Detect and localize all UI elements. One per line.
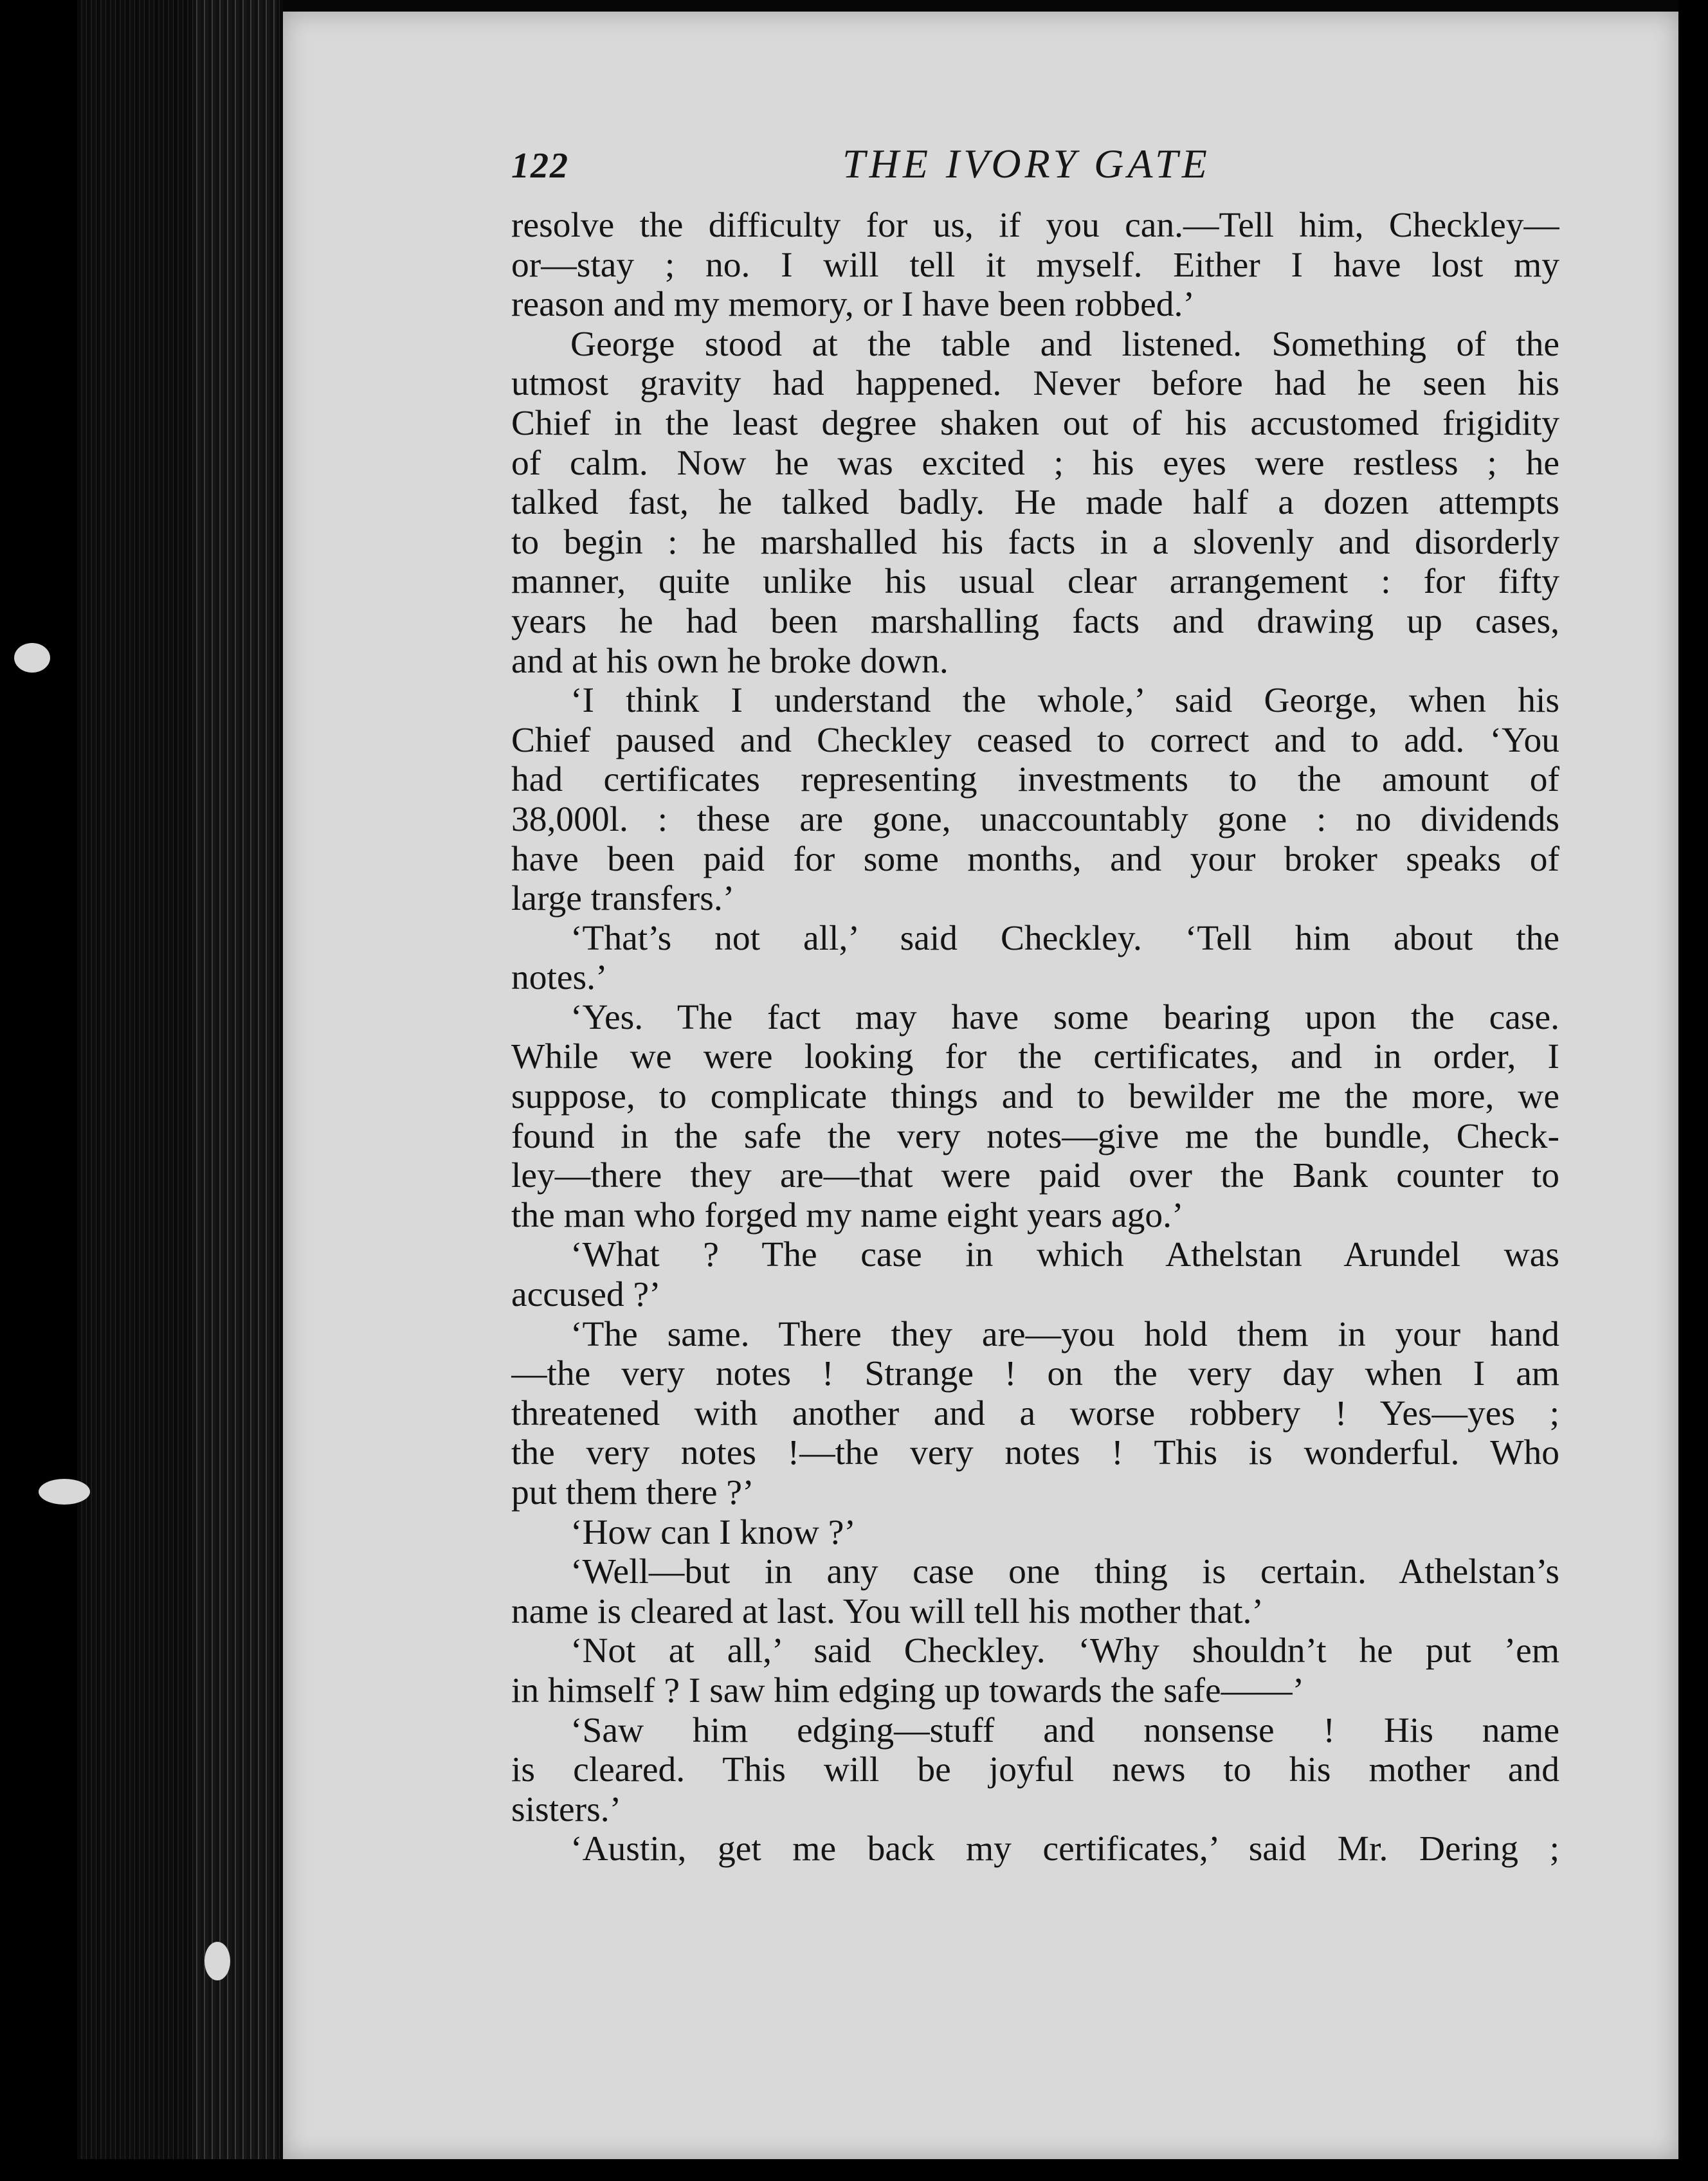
text-line: ‘Not at all,’ said Checkley. ‘Why shouldn’t he put ’em (570, 1631, 1559, 1671)
text-line: ‘The same. There they are—you hold them in your hand (570, 1314, 1559, 1354)
text-line: of calm. Now he was excited ; his eyes were restless ; he (511, 443, 1559, 483)
text-line: notes.’ (511, 958, 608, 998)
text-line: George stood at the table and listened. Something of the (570, 324, 1559, 364)
page-edges-stack (193, 0, 277, 2181)
text-line: the man who forged my name eight years ago.’ (511, 1195, 1184, 1235)
text-line: years he had been marshalling facts and drawing up cases, (511, 601, 1559, 641)
text-line: utmost gravity had happened. Never before had he seen his (511, 364, 1559, 404)
text-line: talked fast, he talked badly. He made half a dozen attempts (511, 483, 1559, 523)
text-line: suppose, to complicate things and to bewilder me the more, we (511, 1077, 1559, 1117)
text-line: ‘I think I understand the whole,’ said George, when his (570, 681, 1559, 721)
text-line: ‘That’s not all,’ said Checkley. ‘Tell him about the (570, 918, 1559, 958)
body-text (511, 206, 1559, 1869)
text-line: manner, quite unlike his usual clear arrangement : for fifty (511, 562, 1559, 602)
scan-border-right (1678, 0, 1708, 2181)
text-line: and at his own he broke down. (511, 641, 949, 681)
text-line: —the very notes ! Strange ! on the very day when I am (511, 1354, 1559, 1394)
running-title: THE IVORY GATE (842, 141, 1211, 186)
text-line: ‘How can I know ?’ (570, 1512, 856, 1552)
running-head (511, 140, 1566, 198)
text-line: ‘Saw him edging—stuff and nonsense ! His name (570, 1710, 1559, 1750)
text-line: found in the safe the very notes—give me the bundle, Check- (511, 1116, 1559, 1156)
spine-shadow (0, 0, 77, 2181)
text-line: to begin : he marshalled his facts in a slovenly and disorderly (511, 522, 1559, 562)
text-line: ‘Austin, get me back my certificates,’ said Mr. Dering ; (570, 1829, 1559, 1869)
text-line: large transfers.’ (511, 879, 735, 919)
text-line: name is cleared at last. You will tell his mother that.’ (511, 1591, 1264, 1631)
scan-smudge (39, 1479, 90, 1505)
text-line: accused ?’ (511, 1275, 661, 1315)
text-line: threatened with another and a worse robbery ! Yes—yes ; (511, 1393, 1559, 1433)
text-line: or—stay ; no. I will tell it myself. Either I have lost my (511, 245, 1559, 285)
text-line: is cleared. This will be joyful news to his mother and (511, 1750, 1559, 1790)
text-line: have been paid for some months, and your broker speaks of (511, 839, 1559, 879)
text-line: put them there ?’ (511, 1473, 754, 1512)
text-line: resolve the difficulty for us, if you can.—Tell him, Checkley— (511, 206, 1559, 245)
text-line: reason and my memory, or I have been robbed.’ (511, 285, 1195, 325)
scan-smudge (14, 643, 50, 673)
text-line: in himself ? I saw him edging up towards the safe——’ (511, 1670, 1305, 1710)
scan-border-bottom (0, 2159, 1708, 2181)
text-line: While we were looking for the certificates, and in order, I (511, 1037, 1559, 1077)
text-line: ley—there they are—that were paid over the Bank counter to (511, 1156, 1559, 1196)
page-number: 122 (511, 146, 569, 186)
text-line: sisters.’ (511, 1789, 622, 1829)
text-line: Chief in the least degree shaken out of his accustomed frigidity (511, 403, 1559, 443)
text-line: the very notes !—the very notes ! This is wonderful. Who (511, 1433, 1559, 1473)
text-line: 38,000l. : these are gone, unaccountably gone : no dividends (511, 799, 1559, 839)
text-line: had certificates representing investments to the amount of (511, 760, 1559, 800)
text-line: ‘Well—but in any case one thing is certain. Athelstan’s (570, 1552, 1559, 1592)
text-line: ‘Yes. The fact may have some bearing upon the case. (570, 997, 1559, 1037)
scan-smudge (204, 1942, 230, 1980)
text-line: ‘What ? The case in which Athelstan Arundel was (570, 1235, 1559, 1275)
text-line: Chief paused and Checkley ceased to correct and to add. ‘You (511, 720, 1559, 760)
